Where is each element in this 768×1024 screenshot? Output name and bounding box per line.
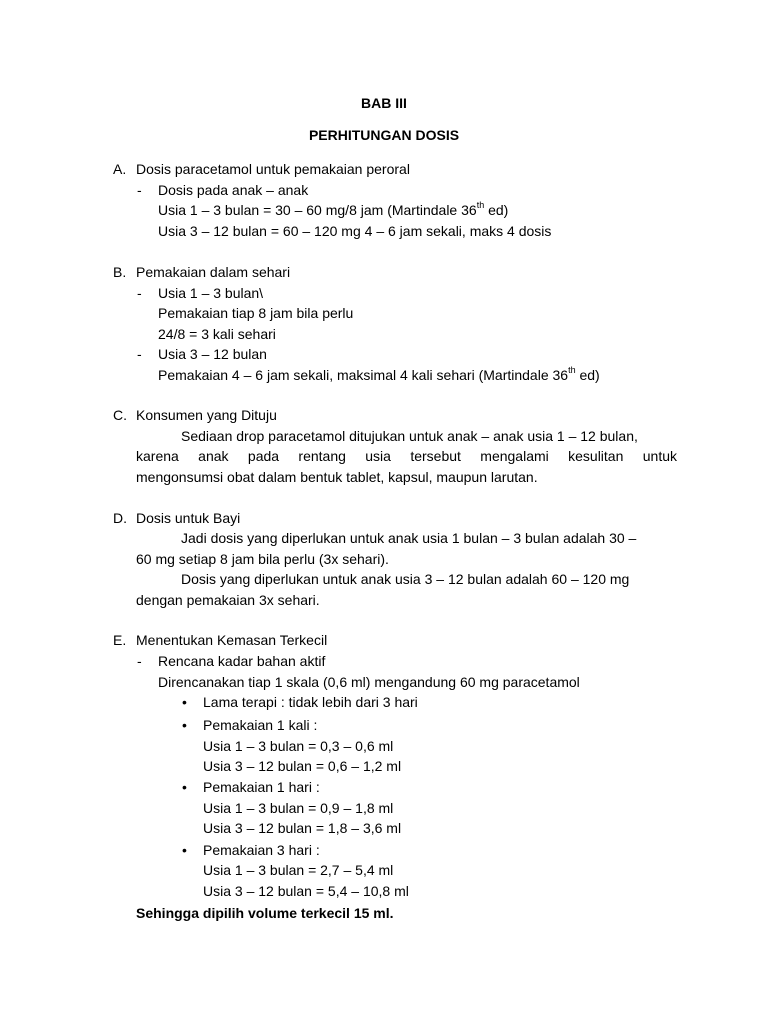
section-d-para1-line1: Jadi dosis yang diperlukan untuk anak usia 1 bulan – 3 bulan adalah 30 – [181,530,637,546]
section-c-marker: C. [113,407,127,423]
section-c-para-line3: mengonsumsi obat dalam bentuk tablet, kapsul, maupun larutan. [136,469,538,485]
bullet-2: • [182,717,187,733]
section-c-heading: Konsumen yang Dituju [136,407,277,423]
section-b-dash-2: - [137,346,142,362]
section-b-sub1-line2: 24/8 = 3 kali sehari [158,326,276,342]
bullet-1: • [182,694,187,710]
section-a-line1-end: ed) [484,202,509,218]
section-d-para2-line1: Dosis yang diperlukan untuk anak usia 3 – 12 bulan adalah 60 – 120 mg [181,571,630,587]
bullet-4: • [182,842,187,858]
section-e-dash: - [137,653,142,669]
bullet-2-line2: Usia 3 – 12 bulan = 0,6 – 1,2 ml [203,758,402,774]
section-b-sub1-line1: Pemakaian tiap 8 jam bila perlu [158,305,354,321]
section-a-line1-sup: th [476,200,485,211]
bullet-4-line2: Usia 3 – 12 bulan = 5,4 – 10,8 ml [203,883,409,899]
bullet-4-line1: Usia 1 – 3 bulan = 2,7 – 5,4 ml [203,862,394,878]
section-b-heading: Pemakaian dalam sehari [136,264,291,280]
bullet-2-text: Pemakaian 1 kali : [203,717,318,733]
section-b-sub2-line [158,367,600,383]
section-b-sub2: Usia 3 – 12 bulan [158,346,267,362]
bullet-3-line2: Usia 3 – 12 bulan = 1,8 – 3,6 ml [203,820,402,836]
section-a-dash: - [137,182,142,198]
bullet-3-text: Pemakaian 1 hari : [203,779,320,795]
chapter-title: BAB III [361,95,407,111]
section-c-para-line2: karena anak pada rentang usia tersebut mengalami kesulitan untuk [136,448,677,464]
section-a-line1-main: Usia 1 – 3 bulan = 30 – 60 mg/8 jam (Martindale 36 [158,202,477,218]
section-b-dash-1: - [137,285,142,301]
bullet-2-line1: Usia 1 – 3 bulan = 0,3 – 0,6 ml [203,738,394,754]
section-b-marker: B. [113,264,127,280]
section-e-sub: Rencana kadar bahan aktif [158,653,326,669]
conclusion-text: Sehingga dipilih volume terkecil 15 ml. [136,905,394,921]
section-c-para-line1: Sediaan drop paracetamol ditujukan untuk anak – anak usia 1 – 12 bulan, [181,428,638,444]
section-d-heading: Dosis untuk Bayi [136,510,241,526]
section-b-sub2-line-sup: th [568,365,576,376]
section-a-marker: A. [113,161,127,177]
section-b-sub2-line-main: Pemakaian 4 – 6 jam sekali, maksimal 4 kali sehari (Martindale 36 [158,367,569,383]
section-e-marker: E. [113,632,127,648]
section-a-heading: Dosis paracetamol untuk pemakaian peroral [136,161,410,177]
bullet-4-text: Pemakaian 3 hari : [203,842,320,858]
section-a-line2: Usia 3 – 12 bulan = 60 – 120 mg 4 – 6 jam sekali, maks 4 dosis [158,223,552,239]
bullet-3-line1: Usia 1 – 3 bulan = 0,9 – 1,8 ml [203,800,394,816]
bullet-3: • [182,779,187,795]
section-e-heading: Menentukan Kemasan Terkecil [136,632,328,648]
bullet-1-text: Lama terapi : tidak lebih dari 3 hari [203,694,418,710]
section-a-line1 [158,202,508,218]
section-e-sub-line: Direncanakan tiap 1 skala (0,6 ml) mengandung 60 mg paracetamol [158,674,580,690]
section-a-sub: Dosis pada anak – anak [158,182,309,198]
section-d-para2-line2: dengan pemakaian 3x sehari. [136,592,320,608]
chapter-subtitle: PERHITUNGAN DOSIS [308,127,460,143]
section-b-sub2-line-end: ed) [575,367,600,383]
section-b-sub1: Usia 1 – 3 bulan\ [158,285,264,301]
section-d-marker: D. [113,510,127,526]
section-d-para1-line2: 60 mg setiap 8 jam bila perlu (3x sehari). [136,551,389,567]
